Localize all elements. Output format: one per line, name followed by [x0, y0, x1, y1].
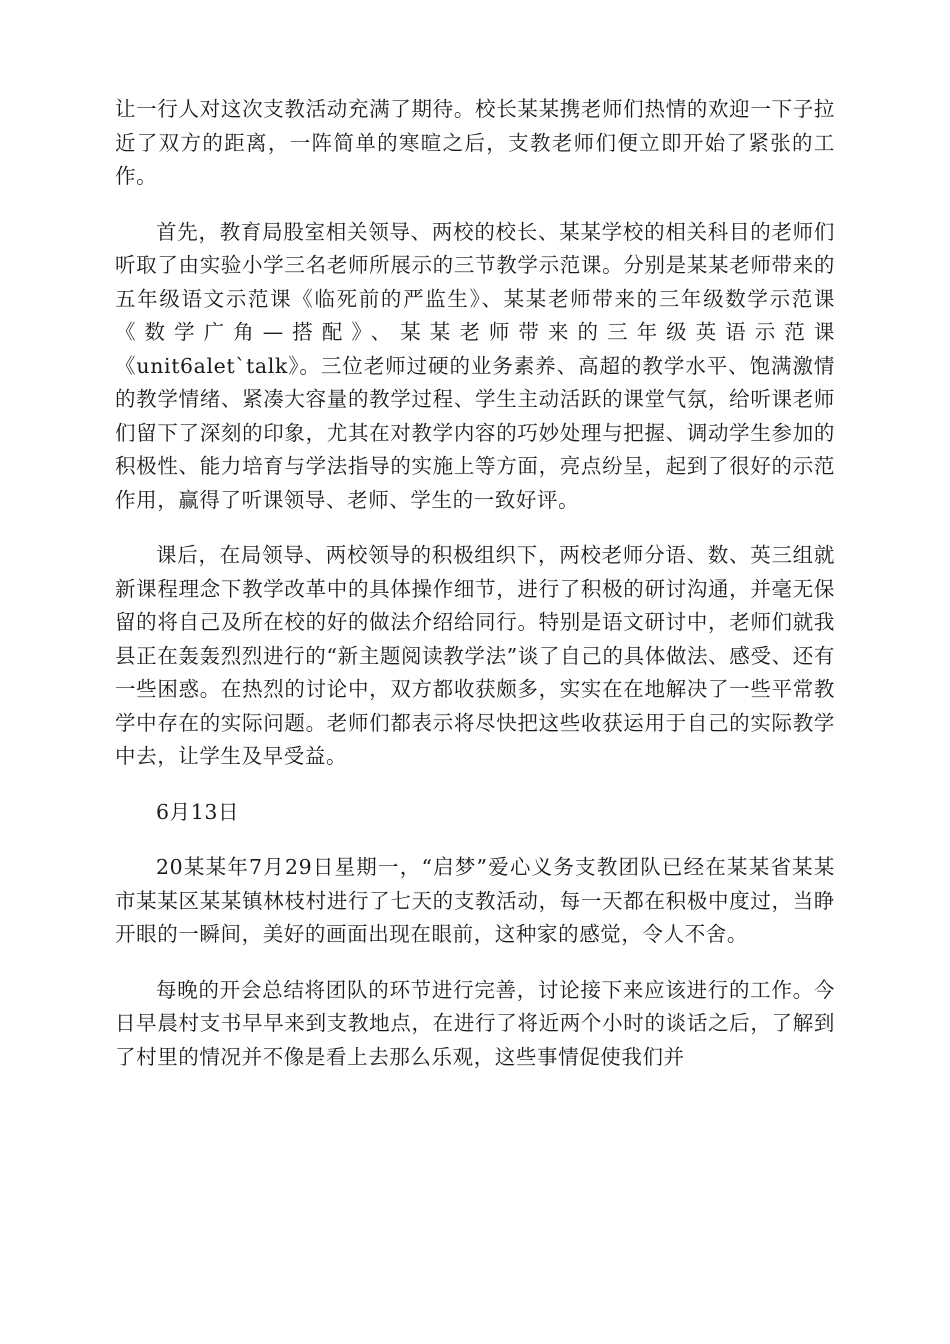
date-heading: 6月13日	[156, 799, 240, 824]
paragraph-continuation: 让一行人对这次支教活动充满了期待。校长某某携老师们热情的欢迎一下子拉近了双方的距离，一阵简单的寒暄之后，支教老师们便立即开始了紧张的工作。	[115, 97, 835, 188]
paragraph-volunteer-team: 20某某年7月29日星期一，“启梦”爱心义务支教团队已经在某某省某某市某某区某某镇林枝村进行了七天的支教活动，每一天都在积极中度过，当睁开眼的一瞬间，美好的画面出现在眼前，这种家的感觉，令人不舍。	[115, 855, 835, 946]
paragraph-discussion: 课后，在局领导、两校领导的积极组织下，两校老师分语、数、英三组就新课程理念下教学改革中的具体操作细节，进行了积极的研讨沟通，并毫无保留的将自己及所在校的好的做法介绍给同行。特别是语文研讨中，老师们就我县正在轰轰烈烈进行的“新主题阅读教学法”谈了自己的具体做法、感受、还有一些困惑。在热烈的讨论中，双方都收获颇多，实实在在地解决了一些平常教学中存在的实际问题。老师们都表示将尽快把这些收获运用于自己的实际教学中去，让学生及早受益。	[115, 543, 835, 768]
paragraph-evening-meeting: 每晚的开会总结将团队的环节进行完善，讨论接下来应该进行的工作。今日早晨村支书早早来到支教地点，在进行了将近两个小时的谈话之后，了解到了村里的情况并不像是看上去那么乐观，这些事情促使我们并	[115, 977, 835, 1069]
paragraph-demo-lessons: 首先，教育局股室相关领导、两校的校长、某某学校的相关科目的老师们听取了由实验小学三名老师所展示的三节教学示范课。分别是某某老师带来的五年级语文示范课《临死前的严监生》、某某老师带来的三年级数学示范课《数学广角—搭配》、某某老师带来的三年级英语示范课《unit6alet`talk》。三位老师过硬的业务素养、高超的教学水平、饱满激情的教学情绪、紧凑大容量的教学过程、学生主动活跃的课堂气氛，给听课老师们留下了深刻的印象，尤其在对教学内容的巧妙处理与把握、调动学生参加的积极性、能力培育与学法指导的实施上等方面，亮点纷呈，起到了很好的示范作用，赢得了听课领导、老师、学生的一致好评。	[115, 219, 835, 512]
document-page	[115, 93, 835, 1096]
